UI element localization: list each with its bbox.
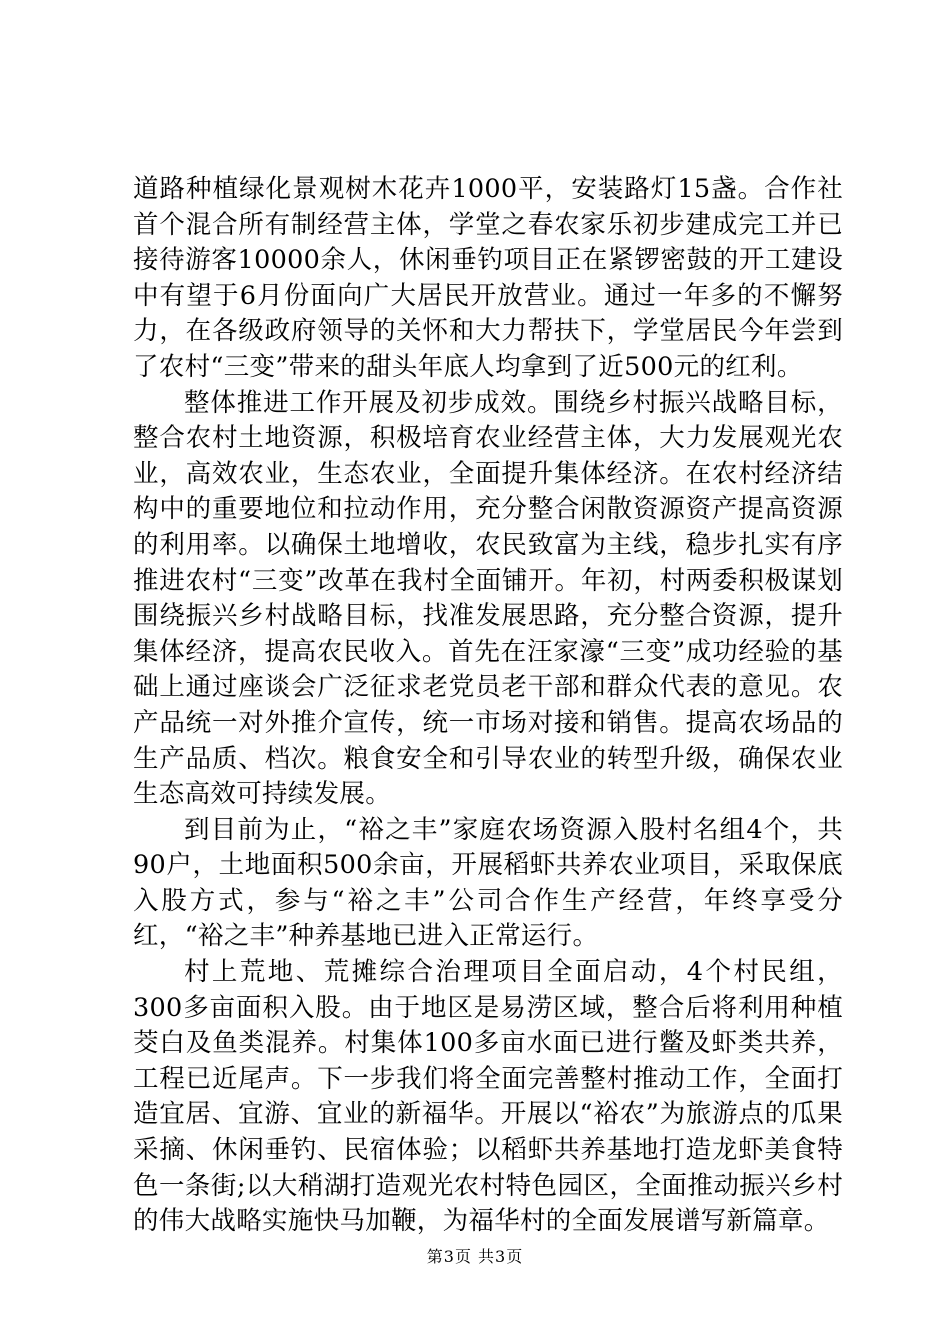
document-body [133,172,843,1240]
paragraph-1: 道路种植绿化景观树木花卉1000平，安装路灯15盏。合作社首个混合所有制经营主体，学堂之春农家乐初步建成完工并已接待游客10000余人，休闲垂钓项目正在紧锣密鼓的开工建设中有望于6月份面向广大居民开放营业。通过一年多的不懈努力，在各级政府领导的关怀和大力帮扶下，学堂居民今年尝到了农村“三变”带来的甜头年底人均拿到了近500元的红利。 [133,174,843,382]
paragraph-2: 整体推进工作开展及初步成效。围绕乡村振兴战略目标，整合农村土地资源，积极培育农业经营主体，大力发展观光农业，高效农业，生态农业，全面提升集体经济。在农村经济结构中的重要地位和拉动作用，充分整合闲散资源资产提高资源的利用率。以确保土地增收，农民致富为主线，稳步扎实有序推进农村“三变”改革在我村全面铺开。年初，村两委积极谋划围绕振兴乡村战略目标，找准发展思路，充分整合资源，提升集体经济，提高农民收入。首先在汪家濠“三变”成功经验的基础上通过座谈会广泛征求老党员老干部和群众代表的意见。农产品统一对外推介宣传，统一市场对接和销售。提高农场品的生产品质、档次。粮食安全和引导农业的转型升级，确保农业生态高效可持续发展。 [133,387,843,810]
page-footer: 第3页 共3页 [426,1247,524,1266]
paragraph-3: 到目前为止，“裕之丰”家庭农场资源入股村名组4个，共90户，土地面积500余亩，开展稻虾共养农业项目，采取保底入股方式，参与“裕之丰”公司合作生产经营，年终享受分红，“裕之丰”种养基地已进入正常运行。 [133,814,843,952]
paragraph-4: 村上荒地、荒摊综合治理项目全面启动，4个村民组，300多亩面积入股。由于地区是易涝区域，整合后将利用种植茭白及鱼类混养。村集体100多亩水面已进行鳖及虾类共养，工程已近尾声。下一步我们将全面完善整村推动工作，全面打造宜居、宜游、宜业的新福华。开展以“裕农”为旅游点的瓜果采摘、休闲垂钓、民宿体验；以稻虾共养基地打造龙虾美食特色一条街;以大稍湖打造观光农村特色园区，全面推动振兴乡村的伟大战略实施快马加鞭，为福华村的全面发展谱写新篇章。 [133,957,843,1237]
